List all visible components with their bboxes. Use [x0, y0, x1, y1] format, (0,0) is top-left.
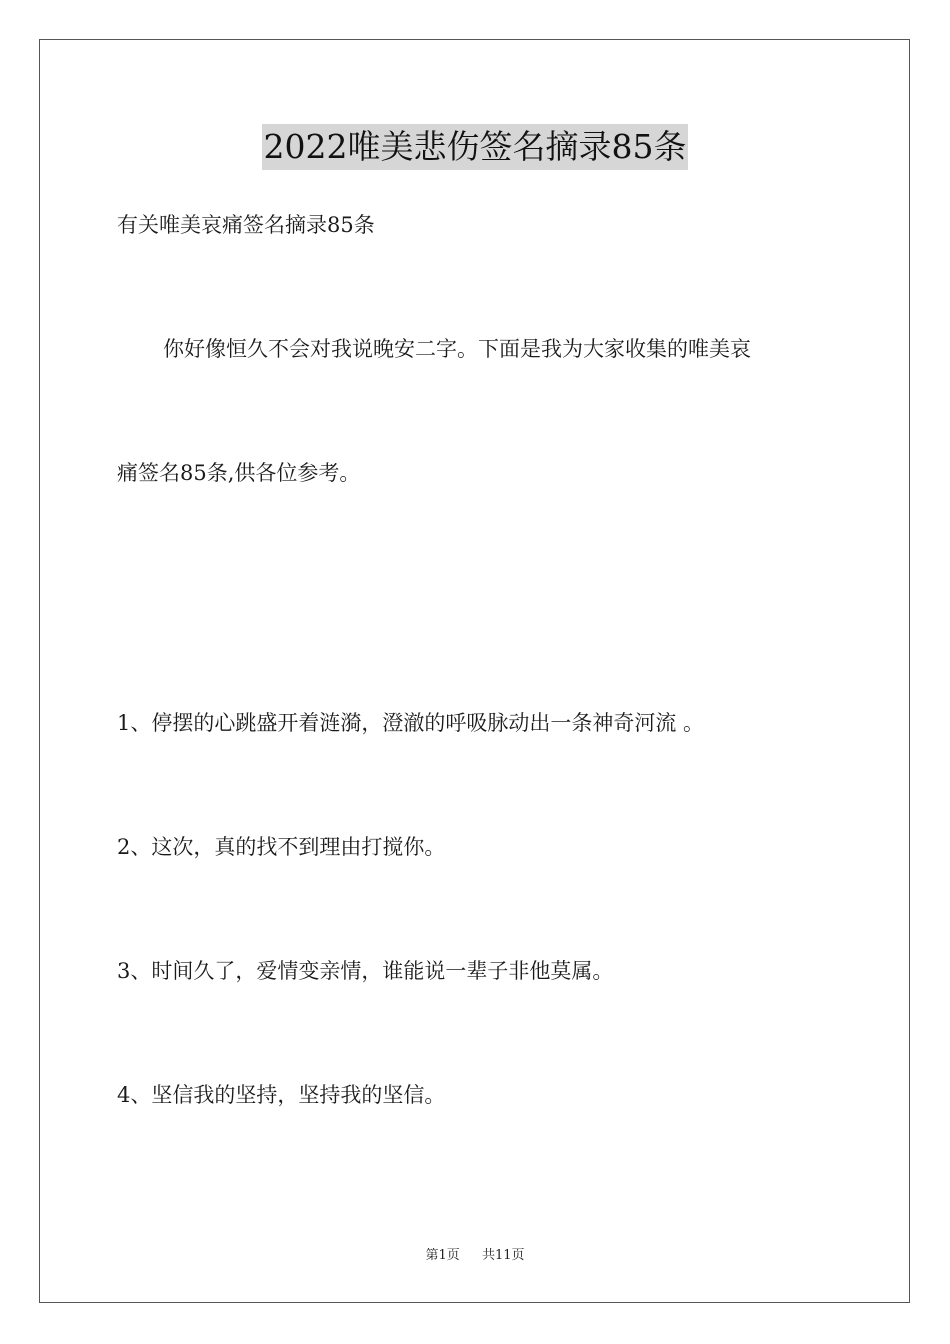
- document-subtitle: 有关唯美哀痛签名摘录85条: [117, 213, 375, 237]
- intro-paragraph-line-1: 你好像恒久不会对我说晚安二字。下面是我为大家收集的唯美哀: [163, 337, 751, 361]
- list-item-2: 2、这次，真的找不到理由打搅你。: [117, 835, 446, 859]
- title-container: [0, 124, 950, 170]
- list-item-3: 3、时间久了，爱情变亲情，谁能说一辈子非他莫属。: [117, 959, 614, 983]
- document-title: 2022唯美悲伤签名摘录85条: [262, 124, 689, 170]
- list-item-1: 1、停摆的心跳盛开着涟漪，澄澈的呼吸脉动出一条神奇河流 。: [117, 711, 705, 735]
- list-item-4: 4、坚信我的坚持，坚持我的坚信。: [117, 1083, 446, 1107]
- page-total: 共11页: [482, 1248, 525, 1263]
- intro-paragraph-line-2: 痛签名85条,供各位参考。: [117, 461, 361, 485]
- page-footer: [0, 1247, 950, 1265]
- page-number: 第1页: [425, 1248, 460, 1263]
